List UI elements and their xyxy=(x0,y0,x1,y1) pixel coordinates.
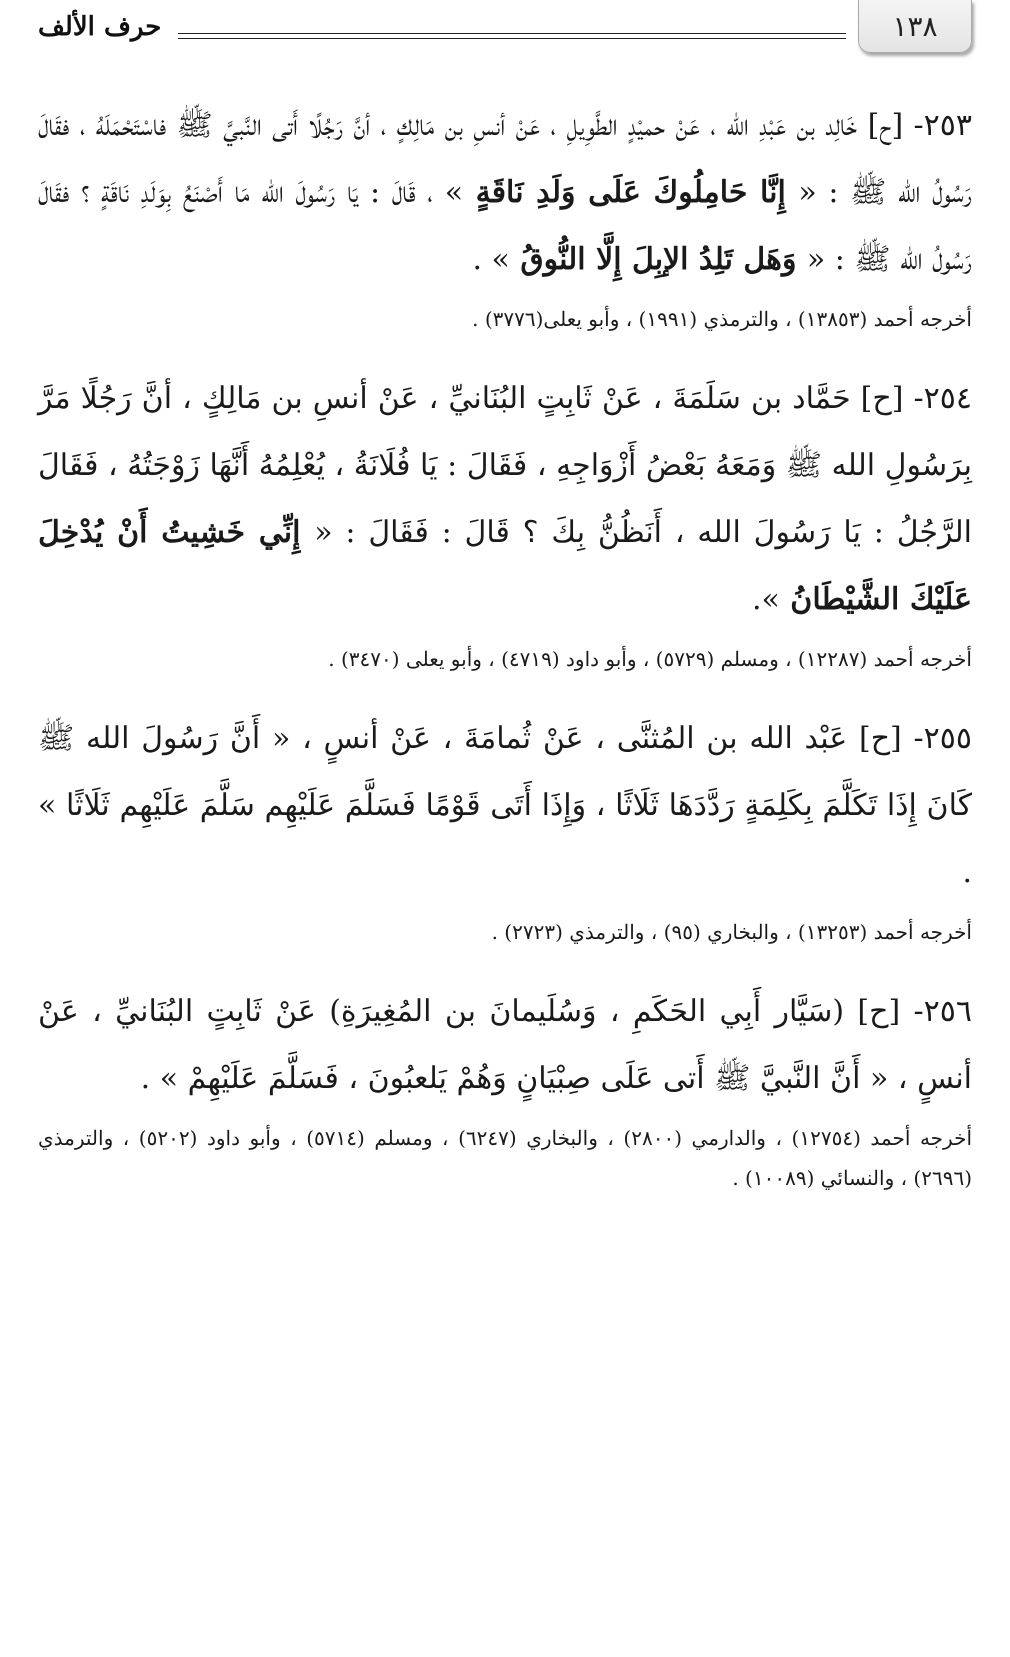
hadith-text xyxy=(38,365,972,633)
hadith-quote-bold: إِنَّا حَامِلُوكَ عَلَى وَلَدِ نَاقَةٍ xyxy=(463,175,799,210)
hadith-text-part: ٢٥٣- [ح] خَالِد بن عَبْدِ الله ، عَنْ حميْدٍ الطَّوِيلِ ، عَنْ أنسِ بن مَالِكٍ ، أنَّ رَجُلًا أَتى النَّبيَّ ﷺ فاسْتَحْمَلَهُ ، فقَالَ رَسُولُ الله ﷺ : « xyxy=(38,108,972,210)
hadith-text-part: » ، قَالَ : يَا رَسُولَ الله مَا أَصْنَعُ بِوَلَدِ نَاقَةٍ ؟ فقَالَ رَسُولُ الله ﷺ : « xyxy=(38,175,972,277)
chapter-title: حرف الألف xyxy=(38,12,162,42)
page-header xyxy=(38,0,972,70)
hadith-text-part: ٢٥٥- [ح] عَبْد الله بن المُثنَّى ، عَنْ ثُمامَةَ ، عَنْ أنسٍ ، « أَنَّ رَسُولَ الله ﷺ كَانَ إِذَا تَكَلَّمَ بِكَلِمَةٍ رَدَّدَهَا ثَلَاثًا ، وَإِذَا أَتَى قَوْمًا فَسَلَّمَ عَلَيْهِم سَلَّمَ عَلَيْهِم ثَلَاثًا » . xyxy=(38,721,972,890)
takhrij-note: أخرجه أحمد (١٢٢٨٧) ، ومسلم (٥٧٢٩) ، وأبو داود (٤٧١٩) ، وأبو يعلى (٣٤٧٠) . xyxy=(328,647,972,671)
hadith-text-part: ». xyxy=(751,582,780,617)
hadith-entry-256 xyxy=(38,978,972,1198)
hadith-entry-253 xyxy=(38,92,972,339)
hadith-text-part: ٢٥٤- [ح] حَمَّاد بن سَلَمَةَ ، عَنْ ثَابِتٍ البُنَانيِّ ، عَنْ أنسِ بن مَالِكٍ ، أنَّ رَجُلًا مَرَّ بِرَسُولِ الله ﷺ وَمَعَهُ بَعْضُ أَزْوَاجِهِ ، فَقَالَ : يَا فُلَانَةُ ، يُعْلِمُهُ أَنَّهَا زَوْجَتُهُ ، فَقَالَ الرَّجُلُ : يَا رَسُولَ الله ، أَنَظُنُّ بِكَ ؟ قَالَ : فَقَالَ : « xyxy=(38,381,972,550)
header-rule xyxy=(178,33,846,39)
hadith-text-part: » . xyxy=(472,242,510,277)
hadith-text-part: ٢٥٦- [ح] (سَيَّار أَبِي الحَكَمِ ، وَسُلَيمانَ بن المُغِيرَةِ) عَنْ ثَابِتٍ البُنَانيِّ ، عَنْ أنسٍ ، « أَنَّ النَّبيَّ ﷺ أَتى عَلَى صِبْيَانٍ وَهُمْ يَلعبُونَ ، فَسَلَّمَ عَلَيْهِمْ » . xyxy=(38,994,972,1096)
hadith-text xyxy=(38,978,972,1112)
page-content xyxy=(38,92,972,1224)
hadith-text xyxy=(38,92,972,293)
hadith-entry-254 xyxy=(38,365,972,679)
hadith-entry-255 xyxy=(38,705,972,952)
takhrij-note: أخرجه أحمد (١٣٨٥٣) ، والترمذي (١٩٩١) ، وأبو يعلى(٣٧٧٦) . xyxy=(472,307,972,331)
hadith-quote-bold: وَهَل تَلِدُ الإبِلَ إِلَّا النُّوقُ xyxy=(509,242,807,277)
page-number: ١٣٨ xyxy=(858,0,972,53)
hadith-text xyxy=(38,705,972,906)
takhrij-note: أخرجه أحمد (١٣٢٥٣) ، والبخاري (٩٥) ، والترمذي (٢٧٢٣) . xyxy=(491,920,972,944)
takhrij-note: أخرجه أحمد (١٢٧٥٤) ، والدارمي (٢٨٠٠) ، والبخاري (٦٢٤٧) ، ومسلم (٥٧١٤) ، وأبو داود (٥٢٠٢) ، والترمذي (٢٦٩٦) ، والنسائي (١٠٠٨٩) . xyxy=(38,1126,972,1190)
hadith-quote-bold: إِنِّي خَشِيتُ أَنْ يُدْخِلَ عَلَيْكَ الشَّيْطَانُ xyxy=(38,515,972,617)
